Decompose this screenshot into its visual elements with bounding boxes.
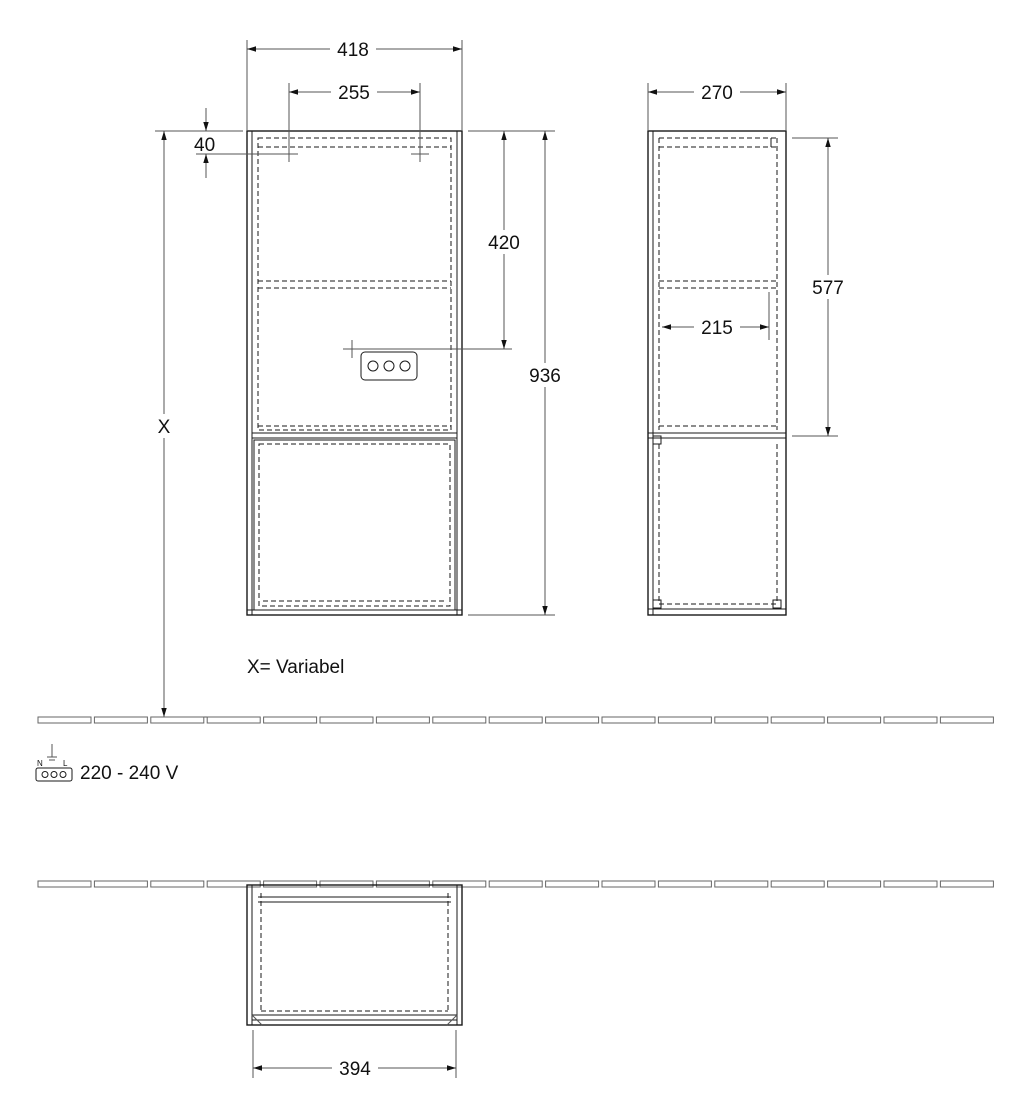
wall-tile xyxy=(264,717,317,723)
dim-upper-height-577 xyxy=(792,138,850,436)
wall-tile xyxy=(828,717,881,723)
top-view xyxy=(247,885,462,1080)
wall-tile xyxy=(884,717,937,723)
dim-hole-to-socket-420 xyxy=(468,131,555,349)
dim-height-936 xyxy=(468,131,567,615)
wall-tile xyxy=(715,717,768,723)
neutral-label: N xyxy=(37,759,43,768)
wall-tile xyxy=(94,881,147,887)
wall-tile xyxy=(38,881,91,887)
dim-label-394: 394 xyxy=(339,1059,371,1080)
wall-tile xyxy=(658,881,711,887)
wall-tile-row-bottom xyxy=(38,881,993,887)
dim-label-x: X xyxy=(157,417,171,438)
wall-tile xyxy=(264,881,317,887)
dim-top-width-394 xyxy=(253,1030,456,1080)
dim-label-418: 418 xyxy=(337,40,369,61)
dim-label-215: 215 xyxy=(701,318,733,339)
wall-tile xyxy=(546,717,599,723)
dim-label-577: 577 xyxy=(812,278,844,299)
wall-tile xyxy=(940,717,993,723)
dim-label-936: 936 xyxy=(529,366,561,387)
wall-tile xyxy=(207,717,260,723)
variable-note: X= Variabel xyxy=(247,657,345,678)
dim-label-255: 255 xyxy=(338,83,370,104)
dim-label-270: 270 xyxy=(701,83,733,104)
wall-tile xyxy=(602,881,655,887)
dim-mount-height-x xyxy=(152,131,243,717)
dim-inner-depth-215 xyxy=(662,292,769,340)
side-cabinet-outline xyxy=(648,131,786,615)
wall-tile xyxy=(715,881,768,887)
wall-tile xyxy=(602,717,655,723)
wall-tile xyxy=(771,717,824,723)
wall-tile xyxy=(376,881,429,887)
dim-hole-offset-40 xyxy=(155,108,243,178)
wall-tile xyxy=(940,881,993,887)
socket-icon xyxy=(343,340,512,380)
wall-tile xyxy=(489,717,542,723)
front-cabinet-outline xyxy=(247,131,462,615)
wall-tile xyxy=(320,881,373,887)
wall-tile xyxy=(376,717,429,723)
wall-tile xyxy=(828,881,881,887)
wall-tile xyxy=(94,717,147,723)
dim-depth-270 xyxy=(648,81,786,131)
side-view xyxy=(648,81,850,615)
wall-tile xyxy=(489,881,542,887)
wall-tile xyxy=(151,881,204,887)
mounting-hole-left-icon xyxy=(280,146,298,162)
wall-tile xyxy=(771,881,824,887)
dim-label-40: 40 xyxy=(194,135,216,156)
power-socket-icon xyxy=(36,744,72,781)
live-label: L xyxy=(63,759,68,768)
top-cabinet-outline xyxy=(247,885,462,1025)
wall-tile-row-top xyxy=(38,717,993,723)
wall-tile xyxy=(433,881,486,887)
wall-tile xyxy=(884,881,937,887)
wall-tile xyxy=(151,717,204,723)
voltage-label: 220 - 240 V xyxy=(80,763,179,784)
wall-tile xyxy=(546,881,599,887)
dim-hole-spacing-255 xyxy=(289,81,420,146)
wall-tile xyxy=(38,717,91,723)
wall-tile xyxy=(320,717,373,723)
wall-tile xyxy=(433,717,486,723)
front-view xyxy=(152,38,567,717)
mounting-hole-right-icon xyxy=(411,146,429,162)
wall-tile xyxy=(658,717,711,723)
dim-label-420: 420 xyxy=(488,233,520,254)
